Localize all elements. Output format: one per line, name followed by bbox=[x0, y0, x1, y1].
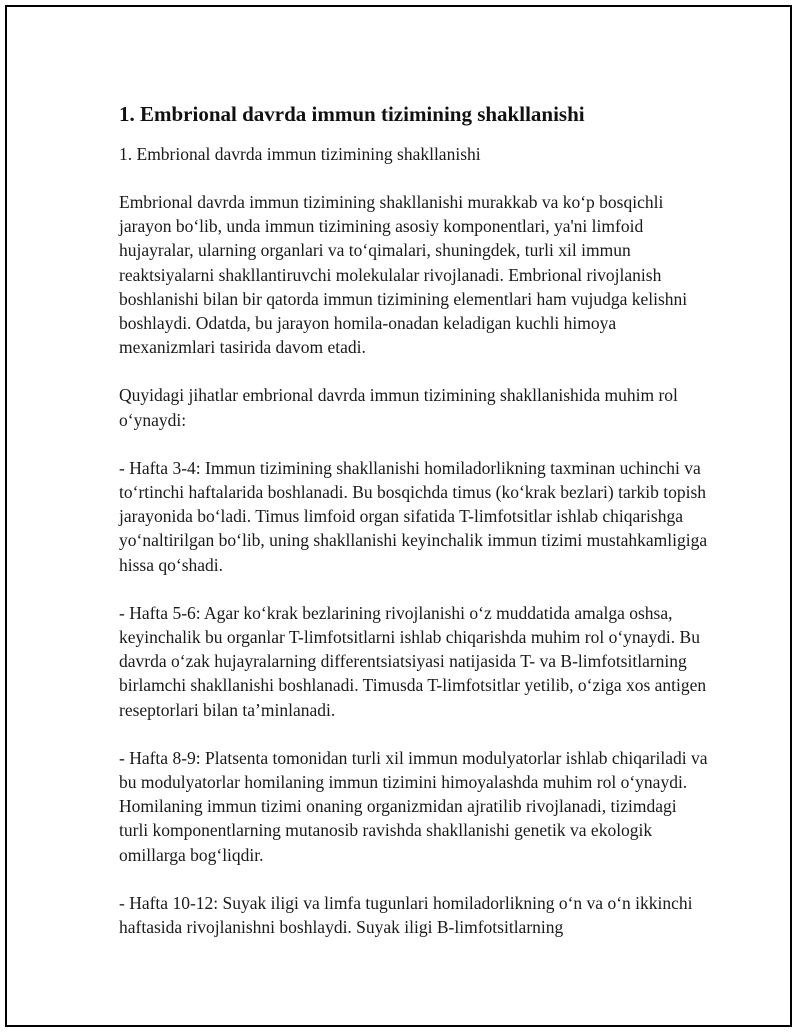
document-body bbox=[119, 100, 709, 963]
paragraph-week-3-4: - Hafta 3-4: Immun tizimining shakllanishi homiladorlikning taxminan uchinchi va to‘rtinchi haftalarida boshlanadi. Bu bosqichda timus (ko‘krak bezlari) tarkib topish jarayonida bo‘ladi. Timus limfoid organ sifatida T-limfotsitlar ishlab chiqarishga yo‘naltirilgan bo‘lib, uning shakllanishi keyinchalik immun tizimi mustahkamligiga hissa qo‘shadi. bbox=[119, 457, 708, 575]
page-frame bbox=[5, 5, 792, 1027]
paragraph-week-8-9: - Hafta 8-9: Platsenta tomonidan turli xil immun modulyatorlar ishlab chiqariladi va bu modulyatorlar homilaning immun tizimini himoyalashda muhim rol o‘ynaydi. Homilaning immun tizimi onaning organizmidan ajratilib rivojlanadi, tizimdagi turli komponentlarning mutanosib ravishda shakllanishi genetik va ekologik omillarga bog‘liqdir. bbox=[119, 747, 708, 865]
paragraph-aspects: Quyidagi jihatlar embrional davrda immun tizimining shakllanishida muhim rol o‘ynaydi: bbox=[119, 385, 678, 430]
paragraph-intro: Embrional davrda immun tizimining shakllanishi murakkab va ko‘p bosqichli jarayon bo‘lib, unda immun tizimining asosiy komponentlari, ya'ni limfoid hujayralar, ularning organlari va to‘qimalari, shuningdek, turli xil immun reaktsiyalarni shakllantiruvchi molekulalar rivojlanadi. Embrional rivojlanish boshlanishi bilan bir qatorda immun tizimining elementlari ham vujudga kelishni boshlaydi. Odatda, bu jarayon homila-onadan keladigan kuchli himoya mexanizmlari tasirida davom etadi. bbox=[119, 192, 688, 358]
paragraph-week-5-6: - Hafta 5-6: Agar ko‘krak bezlarining rivojlanishi o‘z muddatida amalga oshsa, keyinchalik bu organlar T-limfotsitlarni ishlab chiqarishda muhim rol o‘ynaydi. Bu davrda o‘zak hujayralarning differentsiatsiyasi natijasida T- va B-limfotsitlarning birlamchi shakllanishi boshlanadi. Timusda T-limfotsitlar yetilib, o‘ziga xos antigen reseptorlari bilan ta’minlanadi. bbox=[119, 602, 707, 720]
document-subtitle: 1. Embrional davrda immun tizimining shakllanishi bbox=[119, 144, 481, 164]
document-title: 1. Embrional davrda immun tizimining shakllanishi bbox=[119, 102, 585, 126]
paragraph-week-10-12: - Hafta 10-12: Suyak iligi va limfa tugunlari homiladorlikning o‘n va o‘n ikkinchi haftasida rivojlanishni boshlaydi. Suyak iligi B-limfotsitlarning bbox=[119, 892, 693, 938]
